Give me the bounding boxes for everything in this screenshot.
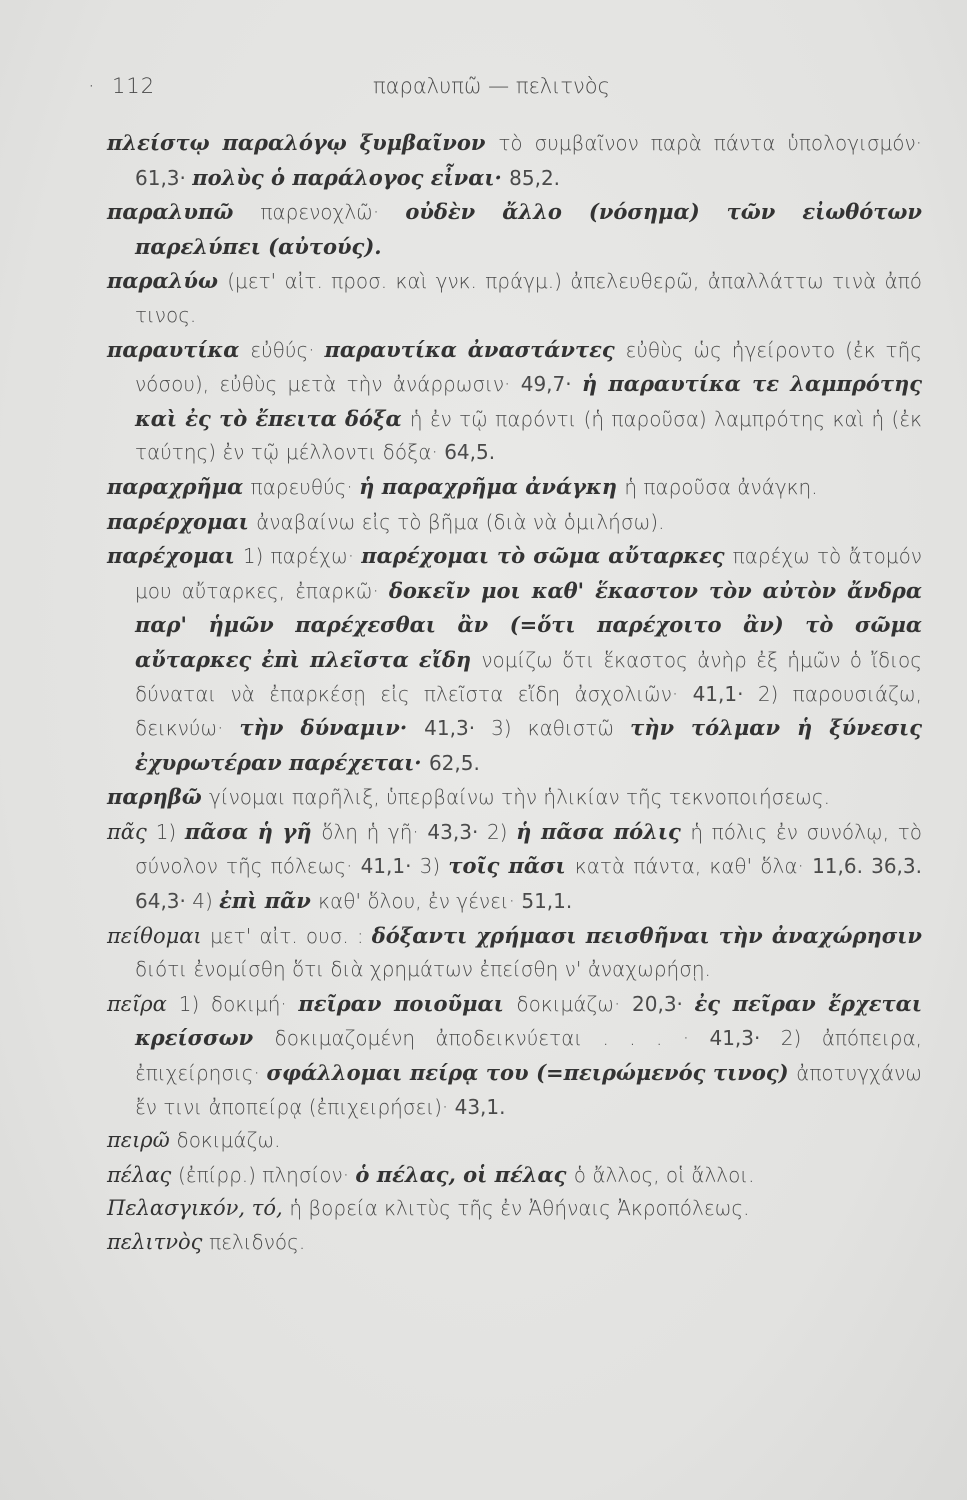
dictionary-entry [107, 1124, 922, 1158]
entry-definition: δοκιμάζω. [176, 1128, 281, 1153]
entry-reference: 61,3· [135, 165, 193, 190]
entry-definition: (ἐπίρρ.) πλησίον· [178, 1162, 356, 1187]
entry-definition: καθ' ὅλου, ἐν γένει· [318, 889, 522, 914]
entry-headword: παρέχομαι [107, 543, 243, 569]
entry-definition: διότι ἐνομίσθη ὅτι διὰ χρημάτων ἐπείσθη ν' ἀναχωρήσῃ. [135, 957, 711, 982]
entry-headword: πελιτνὸς [107, 1230, 210, 1254]
entry-definition: παρενοχλῶ· [260, 200, 406, 225]
entry-phrase: πεῖραν ποιοῦμαι [298, 990, 517, 1016]
dictionary-entry [107, 987, 922, 1124]
entry-definition: ὁ ἄλλος, οἱ ἄλλοι. [573, 1162, 755, 1187]
entry-definition: τὸ συμβαῖνον παρὰ πάντα ὑπολογισμόν· [498, 131, 922, 155]
entry-definition: εὐθύς· [250, 337, 325, 362]
entry-phrase: τὴν δύναμιν· [239, 715, 425, 741]
entry-reference: 11,6. 36,3. 64,3· [135, 854, 922, 914]
entry-definition: μετ' αἰτ. ουσ. : [210, 923, 372, 948]
entry-definition: ὅλη ἡ γῆ· [321, 819, 428, 844]
entry-phrase: ὁ πέλας, οἱ πέλας [355, 1161, 574, 1187]
entry-definition: ἡ βορεία κλιτὺς τῆς ἐν Ἀθήναις Ἀκροπόλεως. [289, 1196, 750, 1221]
dictionary-entry [107, 1192, 922, 1226]
entry-reference: 20,3· [632, 991, 695, 1016]
entry-phrase: ἐπὶ πᾶν [219, 888, 319, 914]
entry-reference: 41,1· [692, 681, 758, 706]
entry-definition: 2) παρουσιάζω, δεικνύω· [135, 681, 922, 741]
entry-definition: ἡ ἐν τῷ παρόντι (ἡ παροῦσα) λαμπρότης καὶ ἡ (ἐκ ταύτης) ἐν τῷ μέλλοντι δόξα· [135, 406, 922, 465]
entry-definition: 1) δοκιμή· [178, 991, 299, 1016]
entry-phrase: οὐδὲν ἄλλο (νόσημα) τῶν εἰωθότων παρελύπει (αὐτούς). [135, 199, 922, 259]
entry-headword: παρηβῶ [107, 784, 210, 810]
entry-definition: ἀναβαίνω εἰς τὸ βῆμα (διὰ νὰ ὁμιλήσω). [256, 509, 665, 534]
entry-headword: παραχρῆμα [107, 473, 251, 499]
entry-phrase: παρέχομαι τὸ σῶμα αὔταρκες [361, 543, 733, 569]
entry-headword: παραλυπῶ [107, 199, 261, 225]
entry-definition: δοκιμαζομένη ἀποδεικνύεται . . . · [274, 1026, 710, 1051]
entry-definition: 1) [155, 819, 185, 844]
entry-headword: πεῖρα [107, 991, 179, 1016]
header-mark: · [88, 74, 95, 98]
entry-definition: γίνομαι παρῆλιξ, ὑπερβαίνω τὴν ἡλικίαν τῆς τεκνοποιήσεως. [209, 785, 830, 810]
entry-definition: ἡ πόλις ἐν συνόλῳ, τὸ σύνολον τῆς πόλεως· [135, 819, 923, 879]
dictionary-entry [107, 1226, 922, 1260]
entry-reference: 41,3· [709, 1026, 781, 1051]
dictionary-entry [107, 815, 922, 919]
entry-reference: 41,3· [424, 716, 492, 741]
entry-headword: παραλύω [107, 268, 228, 294]
page-number: 112 [112, 74, 156, 98]
entry-reference: 64,5. [444, 440, 496, 465]
entry-phrase: ἡ παραυτίκα τε λαμπρότης καὶ ἐς τὸ ἔπειτα δόξα [135, 371, 923, 431]
entry-headword: πειρῶ [107, 1128, 177, 1153]
entry-phrase: ἡ παραχρῆμα ἀνάγκη [359, 473, 625, 499]
dictionary-entry [107, 333, 922, 470]
entry-definition: (μετ' αἰτ. προσ. καὶ γνκ. πράγμ.) ἀπελευθερῶ, ἀπαλλάττω τινὰ ἀπό τινος. [135, 269, 923, 327]
entry-definition: 2) ἀπόπειρα, ἐπιχείρησις· [135, 1026, 922, 1086]
entry-definition: δοκιμάζω· [516, 991, 633, 1016]
entry-reference: 49,7· [520, 372, 582, 397]
dictionary-entry [107, 1158, 922, 1193]
entry-definition: κατὰ πάντα, καθ' ὅλα· [574, 854, 813, 879]
entry-headword: πείθομαι [107, 923, 211, 948]
entry-phrase: ἐς πεῖραν ἔρχεται κρείσσων [135, 990, 923, 1051]
entry-headword: πέλας [107, 1162, 178, 1187]
entry-reference: 43,1. [454, 1094, 506, 1119]
entry-definition: 1) παρέχω· [242, 544, 362, 569]
entry-definition: 3) καθιστῶ [491, 716, 631, 741]
entry-phrase: πολὺς ὁ παράλογος εἶναι· [192, 164, 510, 190]
dictionary-entry [107, 264, 922, 332]
dictionary-entry [107, 505, 922, 540]
page-header [0, 74, 967, 104]
entry-phrase: δοκεῖν μοι καθ' ἕκαστον τὸν αὐτὸν ἄνδρα παρ' ἡμῶν παρέχεσθαι ἂν (=ὅτι παρέχοιτο ἂν) τὸ σῶμα αὔταρκες ἐπὶ πλεῖστα εἴδη [135, 577, 922, 672]
entry-reference: 41,1· [360, 854, 420, 879]
entry-definition: νομίζω ὅτι ἕκαστος ἀνὴρ ἐξ ἡμῶν ὁ ἴδιος δύναται νὰ ἐπαρκέσῃ εἰς πλεῖστα εἴδη ἀσχολιῶν· [135, 647, 922, 706]
entry-phrase: πᾶσα ἡ γῆ [184, 818, 322, 844]
entry-headword: Πελασγικόν, τό, [107, 1196, 290, 1221]
entry-reference: 43,3· [427, 819, 487, 844]
entry-phrase: τὴν τόλμαν ἡ ξύνεσις ἐχυρωτέραν παρέχεται· [135, 715, 922, 775]
entry-headword: πᾶς [107, 819, 156, 844]
entry-definition: 3) [419, 854, 449, 879]
dictionary-entry [107, 539, 922, 780]
entry-definition: ἡ παροῦσα ἀνάγκη. [624, 474, 818, 499]
entry-definition: παρευθύς· [250, 474, 360, 499]
entry-phrase: ἡ πᾶσα πόλις [516, 818, 691, 844]
dictionary-entry [107, 126, 922, 195]
entry-phrase: πλείστῳ παραλόγῳ ξυμβαῖνον [107, 130, 499, 155]
entry-headword: παρέρχομαι [107, 508, 257, 534]
entry-reference: 85,2. [509, 165, 561, 190]
entry-definition: 4) [192, 889, 220, 914]
entry-definition: ἀποτυγχάνω ἔν τινι ἀποπείρᾳ (ἐπιχειρήσει)· [135, 1061, 922, 1119]
entry-definition: πελιδνός. [209, 1230, 306, 1254]
dictionary-entries [107, 126, 922, 1260]
entry-definition: εὐθὺς ὡς ἠγείροντο (ἐκ τῆς νόσου), εὐθὺς μετὰ τὴν ἀνάρρωσιν· [135, 337, 922, 397]
dictionary-entry [107, 780, 922, 815]
entry-phrase: τοῖς πᾶσι [448, 853, 575, 879]
entry-definition: παρέχω τὸ ἄτομόν μου αὔταρκες, ἐπαρκῶ· [135, 544, 922, 603]
entry-reference: 51,1. [521, 889, 573, 914]
dictionary-entry [107, 195, 922, 264]
entry-phrase: δόξαντι χρήμασι πεισθῆναι τὴν ἀναχώρησιν [371, 922, 922, 948]
entry-definition: 2) [486, 819, 517, 844]
entry-reference: 62,5. [428, 750, 480, 775]
entry-phrase: σφάλλομαι πείρᾳ του (=πειρώμενός τινος) [266, 1060, 797, 1086]
entry-headword: παραυτίκα [107, 336, 251, 362]
entry-phrase: παραυτίκα ἀναστάντες [324, 336, 626, 362]
dictionary-entry [107, 919, 922, 987]
running-head: παραλυπῶ — πελιτνὸς [373, 74, 610, 98]
dictionary-entry [107, 470, 922, 505]
